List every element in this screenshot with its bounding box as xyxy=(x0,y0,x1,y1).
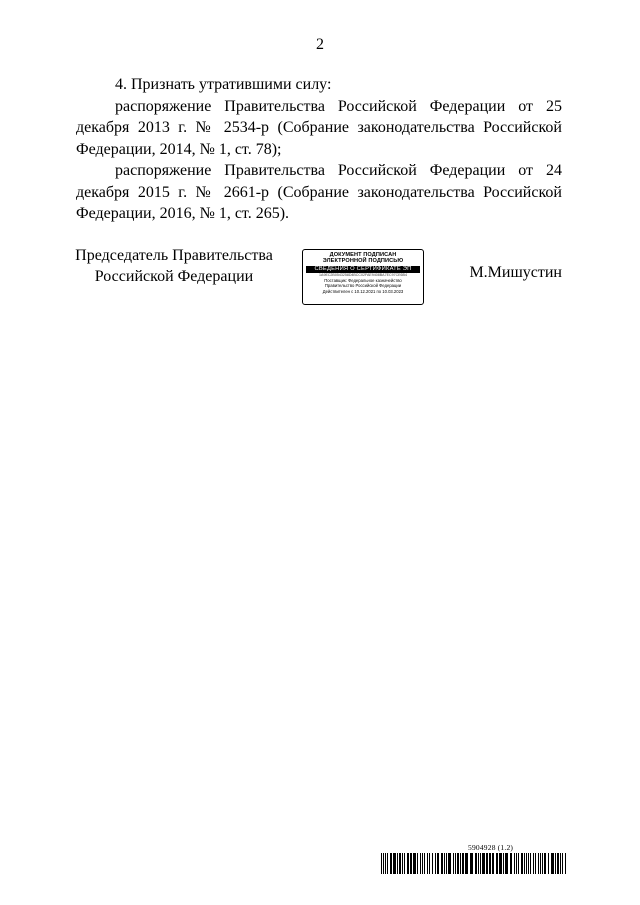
stamp-header xyxy=(303,250,423,265)
stamp-certificate-bar: СВЕДЕНИЯ О СЕРТИФИКАТЕ ЭП xyxy=(306,266,420,273)
electronic-signature-stamp xyxy=(302,249,424,305)
paragraph-heading: 4. Признать утратившими силу: xyxy=(115,76,332,93)
stamp-header-line2: ЭЛЕКТРОННОЙ ПОДПИСЬЮ xyxy=(322,258,404,265)
stamp-issuer: Поставщик: Федеральное казначейство xyxy=(324,277,402,283)
signatory-title xyxy=(74,245,274,287)
stamp-validity: Действителен с 10.12.2021 по 10.03.2023 xyxy=(322,289,404,294)
paragraph-order-2015: распоряжение Правительства Российской Федерации от 24 декабря 2015 г. № 2661-р (Собрание законодательства Российской Федерации, 2016, № 1, ст. 265). xyxy=(76,162,562,222)
page-number: 2 xyxy=(316,36,324,53)
stamp-owner: Правительство Российской Федерации xyxy=(324,283,402,289)
signatory-name: М.Мишустин xyxy=(469,264,562,281)
barcode-label: 5904928 (1.2) xyxy=(468,843,514,852)
stamp-serial-number: 1A9EC2B0543258D4BCC02FAE9408BA7EC97CE6B4 xyxy=(319,272,407,277)
paragraph-order-2013: распоряжение Правительства Российской Федерации от 25 декабря 2013 г. № 2534-р (Собрание законодательства Российской Федерации, 2014, № 1, ст. 78); xyxy=(76,97,562,158)
signatory-title-line1: Председатель Правительства xyxy=(75,247,273,264)
document-body xyxy=(76,74,562,225)
signatory-title-line2: Российской Федерации xyxy=(94,268,254,285)
barcode xyxy=(381,853,566,874)
stamp-header-line1: ДОКУМЕНТ ПОДПИСАН xyxy=(329,252,397,258)
